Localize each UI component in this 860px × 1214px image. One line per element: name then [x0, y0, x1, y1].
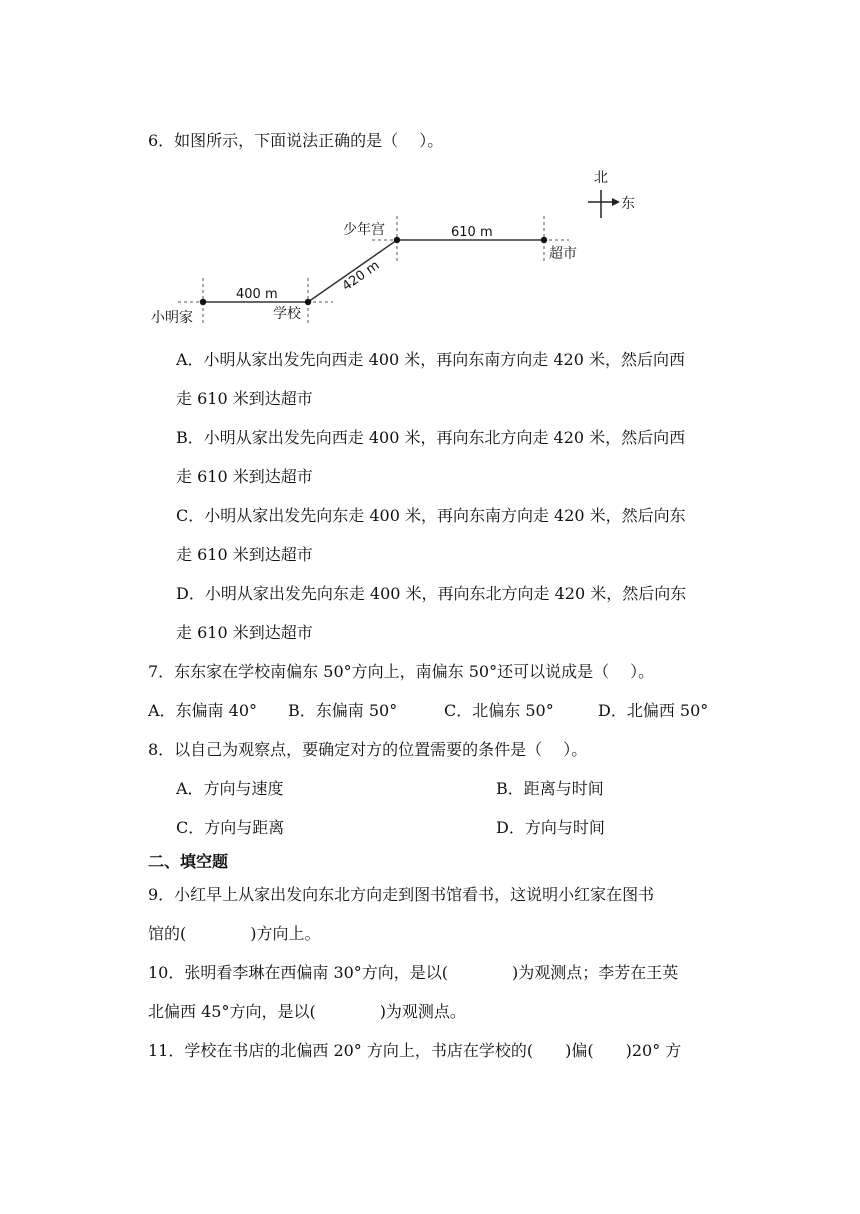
q7-option-d: D．北偏西 50°: [598, 701, 709, 720]
question-9-line2: 馆的( )方向上。: [148, 924, 321, 943]
q6-option-d-line2: 走 610 米到达超市: [176, 623, 313, 642]
q6-direction-figure: [0, 160, 860, 340]
route-school-to-palace: [308, 240, 397, 302]
label-dist-400: 400 m: [236, 287, 278, 302]
question-8-stem: 8．以自己为观察点，要确定对方的位置需要的条件是（ ）。: [148, 740, 588, 759]
q6-option-a-line1: A．小明从家出发先向西走 400 米，再向东南方向走 420 米，然后向西: [176, 350, 685, 369]
question-7-stem: 7．东东家在学校南偏东 50°方向上，南偏东 50°还可以说成是（ ）。: [148, 662, 655, 681]
q7-option-b: B．东偏南 50°: [288, 701, 398, 720]
section-title-fill-blank: 二、填空题: [148, 852, 229, 871]
point-home: [200, 299, 206, 305]
question-10-line2: 北偏西 45°方向，是以( )为观测点。: [148, 1002, 466, 1021]
q6-option-a-line2: 走 610 米到达超市: [176, 389, 313, 408]
q6-option-b-line2: 走 610 米到达超市: [176, 467, 313, 486]
compass-icon: [588, 170, 635, 218]
q8-option-d: D．方向与时间: [496, 818, 605, 837]
label-youth-palace: 少年宫: [343, 222, 385, 238]
point-supermarket: [541, 237, 547, 243]
label-dist-420: 420 m: [339, 258, 383, 295]
q8-options-row1: [0, 779, 860, 799]
question-9-line1: 9．小红早上从家出发向东北方向走到图书馆看书，这说明小红家在图书: [148, 885, 655, 904]
point-school: [305, 299, 311, 305]
label-home: 小明家: [151, 310, 193, 326]
q6-option-b-line1: B．小明从家出发先向西走 400 米，再向东北方向走 420 米，然后向西: [176, 428, 686, 447]
q7-options: [0, 701, 860, 721]
q8-options-row2: [0, 818, 860, 838]
q6-option-d-line1: D．小明从家出发先向东走 400 米，再向东北方向走 420 米，然后向东: [176, 584, 687, 603]
q6-option-c-line1: C．小明从家出发先向东走 400 米，再向东南方向走 420 米，然后向东: [176, 506, 686, 525]
q6-option-c-line2: 走 610 米到达超市: [176, 545, 313, 564]
label-school: 学校: [273, 306, 301, 322]
label-dist-610: 610 m: [451, 225, 493, 240]
point-youth-palace: [394, 237, 400, 243]
question-11-line1: 11．学校在书店的北偏西 20° 方向上，书店在学校的( )偏( )20° 方: [148, 1041, 682, 1060]
q7-option-c: C．北偏东 50°: [444, 701, 554, 720]
q7-option-a: A．东偏南 40°: [148, 701, 258, 720]
q8-option-c: C．方向与距离: [176, 818, 285, 837]
compass-north-label: 北: [594, 170, 608, 186]
q8-option-b: B．距离与时间: [496, 779, 604, 798]
question-6-stem: 6．如图所示，下面说法正确的是（ ）。: [148, 131, 444, 150]
compass-east-label: 东: [621, 196, 635, 212]
question-10-line1: 10．张明看李琳在西偏南 30°方向，是以( )为观测点；李芳在王英: [148, 963, 679, 982]
label-supermarket: 超市: [549, 246, 577, 262]
q8-option-a: A．方向与速度: [176, 779, 284, 798]
